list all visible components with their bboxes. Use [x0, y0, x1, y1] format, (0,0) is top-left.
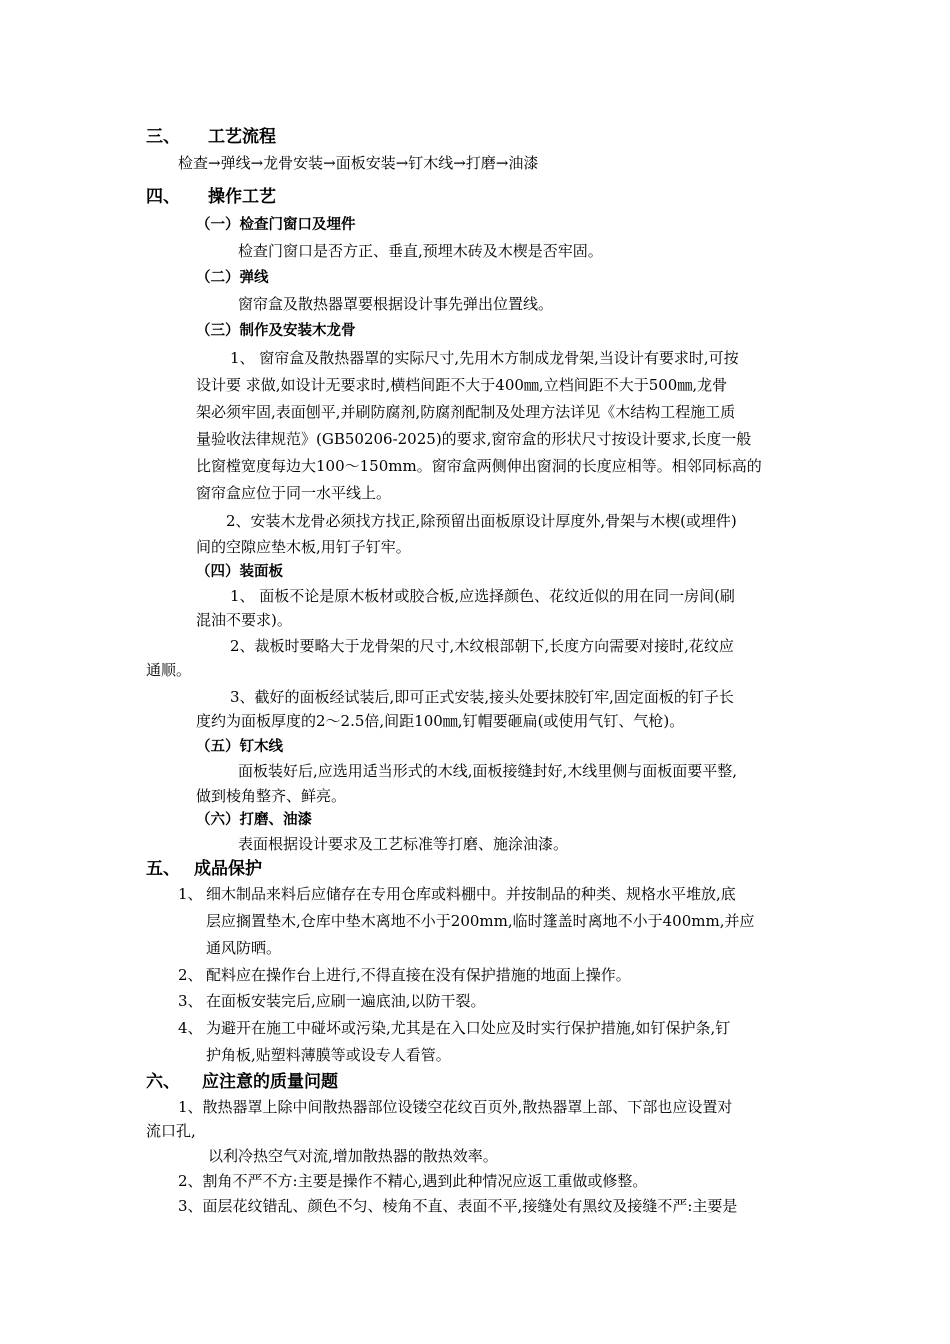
list-item-number: 2、: [178, 966, 203, 984]
list-item-line: 护角板,贴塑料薄膜等或设专人看管。: [206, 1046, 451, 1064]
list-item-number: 3、: [178, 992, 203, 1010]
paragraph-line: 流口孔,: [146, 1122, 196, 1140]
paragraph-line: 通顺。: [146, 661, 192, 679]
list-item-line: 在面板安装完后,应刷一遍底油,以防干裂。: [206, 992, 486, 1010]
paragraph: 检查门窗口是否方正、垂直,预埋木砖及木楔是否牢固。: [238, 242, 603, 260]
paragraph-line: 3、面层花纹错乱、颜色不匀、棱角不直、表面不平,接缝处有黑纹及接缝不严:主要是: [178, 1197, 738, 1215]
list-item-number: 4、: [178, 1019, 203, 1037]
section-6-number: 六、: [146, 1072, 180, 1092]
list-item-number: 1、: [178, 885, 203, 903]
process-flow: 检查→弹线→龙骨安装→面板安装→钉木线→打磨→油漆: [178, 154, 539, 172]
paragraph-line: 2、割角不严不方:主要是操作不精心,遇到此种情况应返工重做或修整。: [178, 1172, 648, 1190]
paragraph-line: 2、裁板时要略大于龙骨架的尺寸,木纹根部朝下,长度方向需要对接时,花纹应: [230, 637, 734, 655]
subsection-4-title: （四）装面板: [196, 564, 283, 580]
paragraph-line: 3、截好的面板经试装后,即可正式安装,接头处要抹胶钉牢,固定面板的钉子长: [230, 688, 734, 706]
section-3-title: 工艺流程: [208, 127, 276, 147]
subsection-3-title: （三）制作及安装木龙骨: [196, 323, 356, 339]
paragraph-line: 混油不要求)。: [196, 611, 292, 629]
section-4-number: 四、: [146, 187, 180, 207]
list-item-line: 通风防晒。: [206, 939, 282, 957]
subsection-1-title: （一）检查门窗口及埋件: [196, 217, 356, 233]
subsection-2-title: （二）弹线: [196, 270, 269, 286]
paragraph-line: 1、 面板不论是原木板材或胶合板,应选择颜色、花纹近似的用在同一房间(刷: [230, 587, 735, 605]
paragraph-line: 2、安装木龙骨必须找方找正,除预留出面板原设计厚度外,骨架与木楔(或埋件): [226, 512, 737, 530]
section-5-heading: [146, 858, 262, 880]
section-5-number: 五、: [146, 859, 180, 879]
subsection-6-title: （六）打磨、油漆: [196, 812, 312, 828]
paragraph-line: 量验收法律规范》(GB50206-2025)的要求,窗帘盒的形状尺寸按设计要求,长度一般: [196, 430, 752, 448]
section-6-title: 应注意的质量问题: [202, 1072, 338, 1092]
section-4-title: 操作工艺: [208, 187, 276, 207]
list-item-line: 为避开在施工中碰坏或污染,尤其是在入口处应及时实行保护措施,如钉保护条,钉: [206, 1019, 731, 1037]
paragraph: 窗帘盒及散热器罩要根据设计事先弹出位置线。: [238, 295, 554, 313]
paragraph-line: 面板装好后,应选用适当形式的木线,面板接缝封好,木线里侧与面板面要平整,: [238, 762, 738, 780]
paragraph-line: 间的空隙应垫木板,用钉子钉牢。: [196, 538, 411, 556]
section-6-heading: [146, 1071, 338, 1093]
list-item-line: 配料应在操作台上进行,不得直接在没有保护措施的地面上操作。: [206, 966, 631, 984]
paragraph-line: 度约为面板厚度的2～2.5倍,间距100㎜,钉帽要砸扁(或使用气钉、气枪)。: [196, 712, 685, 730]
paragraph-line: 1、散热器罩上除中间散热器部位设镂空花纹百页外,散热器罩上部、下部也应设置对: [178, 1098, 733, 1116]
subsection-5-title: （五）钉木线: [196, 739, 283, 755]
paragraph-line: 1、 窗帘盒及散热器罩的实际尺寸,先用木方制成龙骨架,当设计有要求时,可按: [230, 349, 739, 367]
section-5-title: 成品保护: [194, 859, 262, 879]
paragraph-line: 窗帘盒应位于同一水平线上。: [196, 484, 392, 502]
paragraph: 表面根据设计要求及工艺标准等打磨、施涂油漆。: [238, 835, 569, 853]
paragraph-line: 以利冷热空气对流,增加散热器的散热效率。: [208, 1147, 498, 1165]
paragraph-line: 架必须牢固,表面刨平,并刷防腐剂,防腐剂配制及处理方法详见《木结构工程施工质: [196, 403, 736, 421]
list-item-line: 细木制品来料后应储存在专用仓库或料棚中。并按制品的种类、规格水平堆放,底: [206, 885, 736, 903]
section-3-heading: [146, 126, 276, 148]
paragraph-line: 设计要 求做,如设计无要求时,横档间距不大于400㎜,立档间距不大于500㎜,龙骨: [196, 376, 728, 394]
list-item-line: 层应搁置垫木,仓库中垫木离地不小于200mm,临时篷盖时离地不小于400mm,并应: [206, 912, 755, 930]
paragraph-line: 做到棱角整齐、鲜亮。: [196, 787, 347, 805]
paragraph-line: 比窗樘宽度每边大100～150mm。窗帘盒两侧伸出窗洞的长度应相等。相邻同标高的: [196, 457, 762, 475]
section-4-heading: [146, 186, 276, 208]
section-3-number: 三、: [146, 127, 180, 147]
